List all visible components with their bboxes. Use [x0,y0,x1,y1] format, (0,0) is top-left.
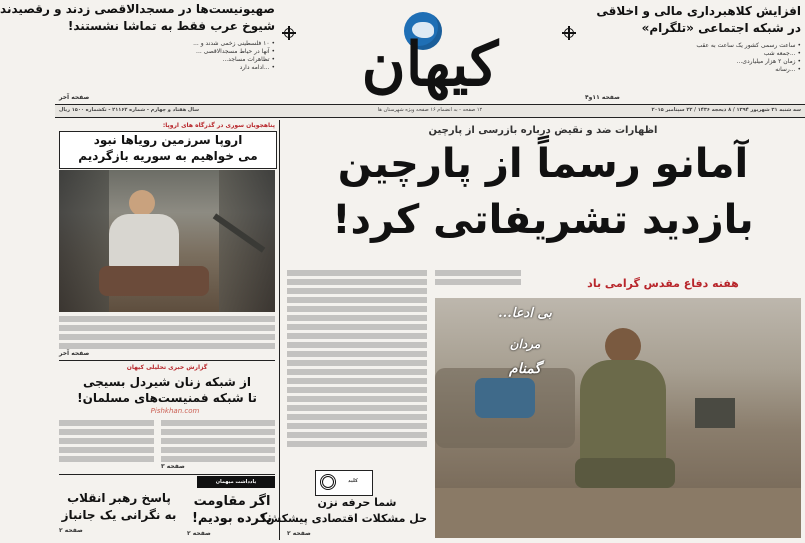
bottom-left-page: صفحه ۲ [59,527,83,534]
main-headline-line1: آمانو رسماً از پارچین [337,141,749,187]
bottom-right-page: صفحه ۲ [287,530,311,537]
photo-caption-2: مردان [509,337,541,351]
top-right-bullet: • ...جمعه شب [763,50,801,57]
registration-mark-right [562,26,576,40]
guest-note-label-text: یادداشت میهمان [215,479,257,485]
guest-note-label [197,476,275,488]
dateline-issue: ۱۲ صفحه - به انضمام ۱۶ صفحه ویژه شهرستان ها [377,107,483,113]
top-right-headline-1: افزایش کلاهبرداری مالی و اخلاقی [596,4,801,18]
column-divider [279,120,280,540]
bottom-mid-line2: نکرده بودیم! [191,511,273,526]
bottom-right-line2: حل مشکلات اقتصادی پیشکش! [261,512,427,525]
story2-line2: تا شبکه فمنیست‌های مسلمان! [77,391,257,405]
main-body-col1 [287,270,427,450]
dateline-bar [55,105,805,117]
registration-mark-left [282,26,296,40]
main-body-col2 [435,270,521,288]
left-kicker: پناهجویان سوری در گذرگاه های اروپا: [162,122,275,129]
main-headline-line2: بازدید تشریفاتی کرد! [332,197,754,243]
top-left-bullet: • ۱۰ فلسطینی زخمی شدند و ... [193,40,275,47]
top-right-bullet: • ساعت رسمی کشور یک ساعت به عقب [696,42,801,49]
left-divider-1 [59,360,275,361]
left-page-ref: صفحه آخر [59,350,90,357]
top-left-headline-2: شیوخ عرب فقط به تماشا نشستند! [67,19,275,33]
top-left-bullet: • تظاهرات مساجد... [222,56,275,63]
dateline-year: سال هفتاد و چهارم - شماره ۲۱۱۶۲ - تکشماره ۱۵۰۰ ریال [59,107,200,113]
photo-caption-1: بی ادعا... [498,306,552,321]
story2-body-mid [161,420,275,465]
top-left-bullet: • ...ادامه دارد [239,64,275,71]
bottom-mid-line1: اگر مقاومت [193,494,271,509]
story2-body-left [59,420,154,465]
top-right-bullet: • ...رسانه [775,66,801,73]
top-right-bullets [585,42,801,74]
bottom-mid-page: صفحه ۲ [187,530,211,537]
top-left-headline-1: صهیونیست‌ها در مسجدالاقصی زدند و رقصیدند [0,2,275,16]
top-right-bullet: • زمان ۲ هزار میلیاردی... [736,58,801,65]
logo-text: کیهان [361,30,499,100]
sacred-week-banner: هفته دفاع مقدس گرامی باد [587,277,739,290]
spiral-icon [320,474,336,490]
photo-caption-3: گمنام [509,361,541,377]
key-box-label: کلید [348,478,358,484]
top-right-headline-2: در شبکه اجتماعی «تلگرام» [641,21,801,35]
left-headline-line1: اروپا سرزمین رویاها نبود [93,133,243,147]
pishkhan-watermark: Pishkhan.com [150,407,200,415]
dateline-date: سه شنبه ۳۱ شهریور ۱۳۹۴ / ۸ ذیحجه ۱۴۳۶ / ۲۲ سپتامبر ۲۰۱۵ [651,107,801,113]
main-kicker: اظهارات ضد و نقیض درباره بازرسی از پارچین [428,125,658,136]
key-box [315,470,373,496]
top-right-page-ref: صفحه ۱۱و۴ [585,94,620,101]
story2-page-ref: صفحه ۳ [161,463,185,470]
bottom-left-line1: پاسخ رهبر انقلاب [67,491,171,505]
left-divider-2 [59,474,275,475]
left-body-text [59,316,275,352]
left-headline-line2: می خواهیم به سوریه بازگردیم [78,149,258,163]
masthead-logo [323,8,537,98]
bottom-right-line1: شما حرفه نزن [317,496,397,509]
top-left-bullet: • آنها در حیاط مسجدالاقصی ... [196,48,275,55]
soldier-photo [435,298,801,538]
dateline-rule-bottom [55,117,805,118]
top-left-page-ref: صفحه آخر [59,94,90,101]
top-left-bullets [59,40,275,72]
refugee-photo [59,170,275,312]
bottom-left-line2: به نگرانی یک جانباز [61,508,177,522]
story2-kicker: گزارش خبری تحلیلی کیهان [126,364,208,371]
story2-line1: از شبکه زنان شیردل بسیجی [83,375,251,389]
left-headline-box [59,131,277,169]
